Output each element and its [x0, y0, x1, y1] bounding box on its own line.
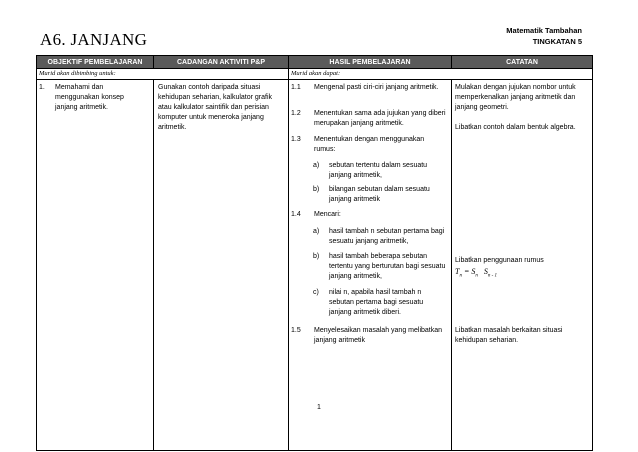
level-label: TINGKATAN 5	[532, 37, 582, 46]
notes-cell	[452, 80, 593, 451]
sub-left: Murid akan dibimbing untuk:	[37, 69, 289, 80]
activity-cell	[154, 80, 289, 451]
syllabus-table	[36, 55, 593, 451]
header-catatan: CATATAN	[452, 56, 593, 69]
subject-label: Matematik Tambahan	[506, 26, 582, 35]
activity-text: Gunakan contoh daripada situasi kehidupan seharian, kalkulator grafik atau kalkulator saintifik dan perisian komputer untuk meneroka janjang aritmetik.	[158, 84, 273, 131]
objective-number: 1.	[39, 84, 45, 91]
note-3: Libatkan penggunaan rumus	[455, 257, 544, 264]
objective-cell	[37, 80, 154, 451]
note-2: Libatkan contoh dalam bentuk algebra.	[455, 124, 576, 131]
objective-text: Memahami dan menggunakan konsep janjang aritmetik.	[55, 84, 124, 111]
table-header-row	[37, 56, 593, 69]
header-hasil: HASIL PEMBELAJARAN	[289, 56, 452, 69]
formula: $T_n = S_n$ $S_{n - 1}$	[455, 267, 498, 279]
note-4: Libatkan masalah berkaitan situasi kehidupan seharian.	[455, 327, 563, 344]
table-row	[37, 80, 593, 451]
header-objektif: OBJEKTIF PEMBELAJARAN	[37, 56, 154, 69]
note-1: Mulakan dengan jujukan nombor untuk memperkenalkan janjang aritmetik dan janjang geometri.	[455, 84, 576, 111]
page-header-right	[506, 25, 582, 47]
outcomes-cell: 1.1 Mengenal pasti ciri-ciri janjang aritmetik. 1.2 Menentukan sama ada jujukan yang diberi merupakan janjang aritmetik. 1.3 Menentukan dengan menggunakan rumus: a) sebutan tertentu dalam sesuatu janjang aritmetik, b) bilangan sebutan dalam sesuatu janjang aritmetik 1.4 Mencari: a) hasil tambah n sebutan pertama bagi sesuatu janjang aritmetik, b) hasil tambah beberapa sebutan tertentu yang berturutan bagi sesuatu janjang aritmetik, c) nilai n, apabila hasil tambah n sebutan pertama bagi sesuatu janjang aritmetik diberi. 1.5 Menyelesaikan masalah yang melibatkan janjang aritmetik	[289, 80, 452, 451]
sub-right: Murid akan dapat:	[289, 69, 593, 80]
page-number: 1	[317, 404, 321, 411]
document-title: A6. JANJANG	[40, 30, 148, 49]
header-cadangan: CADANGAN AKTIVITI P&P	[154, 56, 289, 69]
table-subheader-row	[37, 69, 593, 80]
